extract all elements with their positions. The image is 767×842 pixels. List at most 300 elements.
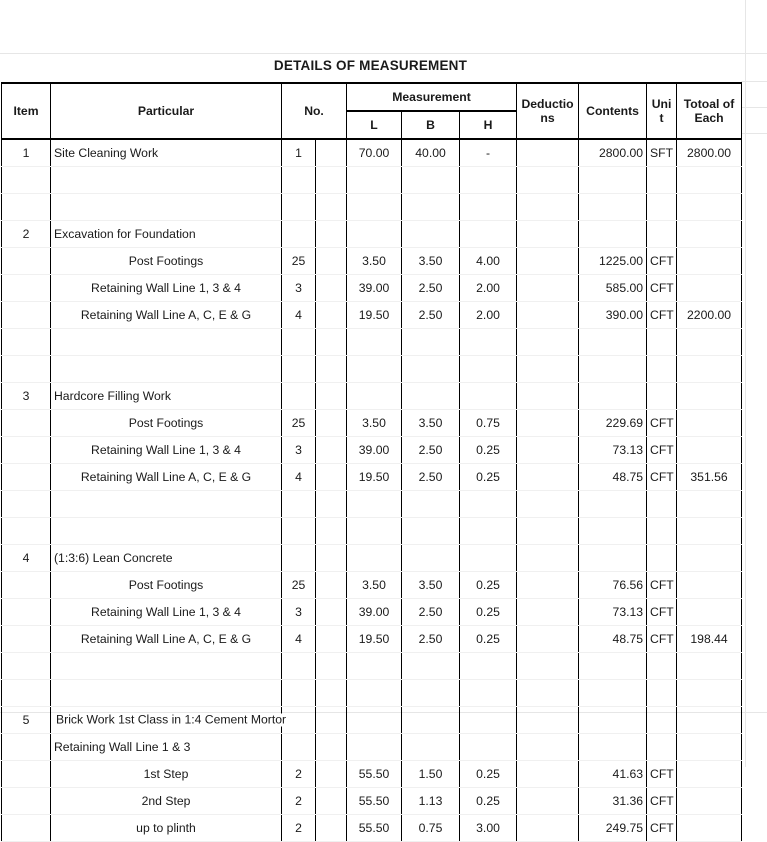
measurement-table [1, 82, 742, 842]
cell-unit [647, 518, 677, 545]
cell-unit [647, 329, 677, 356]
header-row-1 [2, 83, 742, 111]
cell-length: 39.00 [347, 599, 402, 626]
cell-deductions [517, 329, 579, 356]
cell-deductions [517, 464, 579, 491]
total-line-2: Each [694, 111, 724, 125]
cell-total-of-each [677, 545, 742, 572]
cell-contents [579, 734, 647, 761]
column-header-b: B [402, 111, 460, 139]
cell-contents [579, 383, 647, 410]
cell-contents [579, 194, 647, 221]
cell-item [2, 356, 51, 383]
cell-total-of-each [677, 491, 742, 518]
table-row [2, 248, 742, 275]
cell-contents: 48.75 [579, 464, 647, 491]
cell-deductions [517, 761, 579, 788]
cell-particular: Retaining Wall Line 1, 3 & 4 [51, 599, 282, 626]
cell-breadth: 2.50 [402, 599, 460, 626]
cell-particular [51, 491, 282, 518]
cell-length: 3.50 [347, 572, 402, 599]
cell-item: 2 [2, 221, 51, 248]
cell-contents: 249.75 [579, 815, 647, 842]
cell-item [2, 491, 51, 518]
cell-total-of-each [677, 329, 742, 356]
cell-length: 3.50 [347, 248, 402, 275]
cell-breadth: 1.50 [402, 761, 460, 788]
cell-contents [579, 653, 647, 680]
cell-no: 4 [282, 626, 316, 653]
cell-deductions [517, 383, 579, 410]
cell-length [347, 356, 402, 383]
cell-length [347, 329, 402, 356]
cell-total-of-each [677, 248, 742, 275]
cell-item [2, 464, 51, 491]
cell-breadth [402, 653, 460, 680]
cell-unit: CFT [647, 275, 677, 302]
cell-no-spacer [316, 464, 347, 491]
cell-contents: 48.75 [579, 626, 647, 653]
cell-length [347, 518, 402, 545]
cell-height [460, 167, 517, 194]
cell-no: 1 [282, 139, 316, 167]
deductions-line-1: Deductio [521, 97, 574, 111]
table-row [2, 707, 742, 734]
column-header-deductions [517, 83, 579, 139]
cell-breadth: 2.50 [402, 464, 460, 491]
cell-breadth [402, 167, 460, 194]
cell-total-of-each [677, 275, 742, 302]
cell-total-of-each [677, 194, 742, 221]
cell-total-of-each [677, 572, 742, 599]
cell-breadth [402, 383, 460, 410]
cell-unit: CFT [647, 761, 677, 788]
cell-deductions [517, 302, 579, 329]
cell-deductions [517, 680, 579, 707]
cell-contents: 41.63 [579, 761, 647, 788]
cell-height [460, 734, 517, 761]
cell-deductions [517, 248, 579, 275]
unit-line-2: t [659, 111, 664, 125]
cell-deductions [517, 545, 579, 572]
cell-no [282, 491, 316, 518]
table-row [2, 626, 742, 653]
cell-no: 3 [282, 599, 316, 626]
table-row [2, 734, 742, 761]
table-row-blank [2, 356, 742, 383]
table-row-blank [2, 491, 742, 518]
table-row [2, 572, 742, 599]
cell-particular [51, 329, 282, 356]
cell-deductions [517, 221, 579, 248]
table-body [2, 139, 742, 842]
cell-unit [647, 734, 677, 761]
table-row-blank [2, 653, 742, 680]
cell-height [460, 491, 517, 518]
cell-total-of-each: 2800.00 [677, 139, 742, 167]
cell-item [2, 167, 51, 194]
cell-particular [51, 707, 287, 734]
cell-no-spacer [316, 302, 347, 329]
cell-breadth [402, 356, 460, 383]
cell-item [2, 275, 51, 302]
cell-total-of-each [677, 167, 742, 194]
table-row [2, 545, 742, 572]
cell-item [2, 626, 51, 653]
cell-particular: Retaining Wall Line A, C, E & G [51, 302, 282, 329]
cell-total-of-each [677, 437, 742, 464]
cell-deductions [517, 599, 579, 626]
cell-no [282, 167, 316, 194]
column-header-particular: Particular [51, 83, 282, 139]
cell-item: 1 [2, 139, 51, 167]
cell-breadth [402, 545, 460, 572]
cell-deductions [517, 275, 579, 302]
column-header-contents: Contents [579, 83, 647, 139]
cell-deductions [517, 437, 579, 464]
cell-item: 4 [2, 545, 51, 572]
cell-particular: Site Cleaning Work [51, 139, 282, 167]
cell-no-spacer [316, 599, 347, 626]
cell-deductions [517, 356, 579, 383]
cell-item [2, 653, 51, 680]
cell-height [460, 545, 517, 572]
cell-breadth [402, 221, 460, 248]
cell-item [2, 572, 51, 599]
cell-breadth [402, 518, 460, 545]
cell-total-of-each: 2200.00 [677, 302, 742, 329]
cell-breadth: 2.50 [402, 437, 460, 464]
cell-contents: 1225.00 [579, 248, 647, 275]
cell-no-spacer [316, 194, 347, 221]
cell-height [460, 383, 517, 410]
cell-no-spacer [316, 734, 347, 761]
cell-no [282, 194, 316, 221]
table-row [2, 221, 742, 248]
cell-unit: CFT [647, 572, 677, 599]
cell-no-spacer [316, 680, 347, 707]
cell-unit [647, 383, 677, 410]
cell-unit: CFT [647, 302, 677, 329]
cell-breadth [402, 734, 460, 761]
cell-no-spacer [316, 356, 347, 383]
cell-particular: (1:3:6) Lean Concrete [51, 545, 282, 572]
cell-particular: Retaining Wall Line A, C, E & G [51, 626, 282, 653]
cell-breadth [402, 491, 460, 518]
cell-breadth [402, 707, 460, 734]
cell-total-of-each [677, 518, 742, 545]
cell-contents [579, 491, 647, 518]
cell-item [2, 599, 51, 626]
cell-item [2, 329, 51, 356]
cell-length: 19.50 [347, 626, 402, 653]
cell-contents: 390.00 [579, 302, 647, 329]
cell-no: 25 [282, 572, 316, 599]
cell-no: 2 [282, 788, 316, 815]
table-row-blank [2, 194, 742, 221]
table-row [2, 599, 742, 626]
cell-no [282, 518, 316, 545]
cell-height: 2.00 [460, 275, 517, 302]
cell-length [347, 680, 402, 707]
column-header-h: H [460, 111, 517, 139]
cell-no: 3 [282, 437, 316, 464]
cell-item [2, 680, 51, 707]
cell-deductions [517, 815, 579, 842]
cell-no: 2 [282, 761, 316, 788]
cell-contents [579, 545, 647, 572]
cell-no [282, 383, 316, 410]
cell-no [282, 680, 316, 707]
cell-unit: CFT [647, 464, 677, 491]
table-row [2, 383, 742, 410]
cell-breadth: 2.50 [402, 275, 460, 302]
cell-item [2, 734, 51, 761]
cell-item [2, 437, 51, 464]
cell-no [282, 329, 316, 356]
cell-contents: 31.36 [579, 788, 647, 815]
cell-no-spacer [316, 167, 347, 194]
total-line-1: Totoal of [683, 97, 735, 111]
cell-breadth: 3.50 [402, 572, 460, 599]
cell-deductions [517, 410, 579, 437]
deductions-line-2: ns [540, 111, 555, 125]
cell-no-spacer [316, 518, 347, 545]
cell-particular [51, 680, 282, 707]
cell-particular: Excavation for Foundation [51, 221, 282, 248]
column-header-l: L [347, 111, 402, 139]
cell-deductions [517, 707, 579, 734]
cell-height: 0.25 [460, 626, 517, 653]
cell-length: 55.50 [347, 788, 402, 815]
cell-unit [647, 221, 677, 248]
cell-no: 2 [282, 815, 316, 842]
cell-length [347, 707, 402, 734]
cell-unit [647, 707, 677, 734]
cell-unit: CFT [647, 437, 677, 464]
cell-unit: CFT [647, 599, 677, 626]
cell-unit [647, 680, 677, 707]
cell-height [460, 653, 517, 680]
cell-length [347, 383, 402, 410]
cell-height: 3.00 [460, 815, 517, 842]
cell-contents: 73.13 [579, 599, 647, 626]
cell-breadth: 0.75 [402, 815, 460, 842]
cell-breadth [402, 194, 460, 221]
cell-no-spacer [316, 545, 347, 572]
cell-item [2, 788, 51, 815]
cell-no-spacer [316, 761, 347, 788]
cell-total-of-each [677, 653, 742, 680]
cell-no-spacer [316, 707, 347, 734]
cell-particular [51, 518, 282, 545]
cell-particular [51, 356, 282, 383]
cell-deductions [517, 167, 579, 194]
column-header-unit [647, 83, 677, 139]
cell-no: 25 [282, 410, 316, 437]
cell-particular: 1st Step [51, 761, 282, 788]
cell-unit [647, 653, 677, 680]
cell-length: 3.50 [347, 410, 402, 437]
cell-total-of-each [677, 761, 742, 788]
column-header-measurement: Measurement [347, 83, 517, 111]
cell-deductions [517, 734, 579, 761]
table-row [2, 464, 742, 491]
cell-height [460, 356, 517, 383]
cell-unit [647, 194, 677, 221]
cell-length: 55.50 [347, 815, 402, 842]
cell-item [2, 248, 51, 275]
column-header-item: Item [2, 83, 51, 139]
cell-height: 2.00 [460, 302, 517, 329]
cell-particular [51, 167, 282, 194]
cell-deductions [517, 653, 579, 680]
cell-item: 3 [2, 383, 51, 410]
cell-breadth [402, 329, 460, 356]
cell-height [460, 221, 517, 248]
cell-contents [579, 221, 647, 248]
cell-no-spacer [316, 275, 347, 302]
cell-length: 70.00 [347, 139, 402, 167]
cell-item [2, 194, 51, 221]
cell-total-of-each [677, 410, 742, 437]
cell-no: 25 [282, 248, 316, 275]
cell-total-of-each [677, 707, 742, 734]
cell-particular: Hardcore Filling Work [51, 383, 282, 410]
cell-contents: 76.56 [579, 572, 647, 599]
cell-unit: SFT [647, 139, 677, 167]
cell-height [460, 680, 517, 707]
cell-breadth: 2.50 [402, 626, 460, 653]
table-row [2, 788, 742, 815]
table-row [2, 139, 742, 167]
cell-particular: Retaining Wall Line 1, 3 & 4 [51, 275, 282, 302]
cell-unit: CFT [647, 788, 677, 815]
cell-unit: CFT [647, 410, 677, 437]
cell-no-spacer [316, 329, 347, 356]
cell-particular [51, 194, 282, 221]
column-header-no: No. [282, 83, 347, 139]
table-row-blank [2, 167, 742, 194]
cell-no [282, 356, 316, 383]
cell-no-spacer [316, 437, 347, 464]
cell-height [460, 518, 517, 545]
cell-length [347, 194, 402, 221]
cell-contents [579, 167, 647, 194]
cell-particular: 2nd Step [51, 788, 282, 815]
cell-contents [579, 518, 647, 545]
cell-particular: Retaining Wall Line 1, 3 & 4 [51, 437, 282, 464]
cell-no-spacer [316, 383, 347, 410]
cell-no: 4 [282, 464, 316, 491]
cell-particular: up to plinth [51, 815, 282, 842]
table-row [2, 275, 742, 302]
cell-unit: CFT [647, 626, 677, 653]
cell-height: 0.25 [460, 761, 517, 788]
table-row [2, 437, 742, 464]
cell-particular: Retaining Wall Line 1 & 3 [51, 734, 282, 761]
cell-item [2, 302, 51, 329]
cell-no-spacer [316, 815, 347, 842]
cell-no [282, 734, 316, 761]
cell-height: 4.00 [460, 248, 517, 275]
cell-total-of-each [677, 383, 742, 410]
cell-height: 0.25 [460, 788, 517, 815]
cell-particular: Post Footings [51, 572, 282, 599]
cell-no-spacer [316, 248, 347, 275]
cell-deductions [517, 491, 579, 518]
cell-contents: 73.13 [579, 437, 647, 464]
cell-unit [647, 167, 677, 194]
cell-deductions [517, 572, 579, 599]
cell-height [460, 329, 517, 356]
cell-no-spacer [316, 626, 347, 653]
cell-length [347, 653, 402, 680]
cell-length [347, 734, 402, 761]
cell-no [282, 221, 316, 248]
cell-length: 19.50 [347, 464, 402, 491]
cell-total-of-each [677, 788, 742, 815]
cell-breadth [402, 680, 460, 707]
unit-line-1: Uni [651, 97, 672, 111]
table-header [2, 83, 742, 139]
cell-no [282, 653, 316, 680]
cell-total-of-each [677, 734, 742, 761]
cell-no-spacer [316, 653, 347, 680]
cell-breadth: 3.50 [402, 410, 460, 437]
sheet-gridline [745, 0, 746, 767]
table-row-blank [2, 518, 742, 545]
table-row [2, 410, 742, 437]
cell-contents: 229.69 [579, 410, 647, 437]
cell-total-of-each: 351.56 [677, 464, 742, 491]
sheet-gridline [0, 53, 767, 54]
cell-breadth: 1.13 [402, 788, 460, 815]
cell-height: 0.75 [460, 410, 517, 437]
cell-no-spacer [316, 788, 347, 815]
table-row-blank [2, 680, 742, 707]
cell-height: 0.25 [460, 437, 517, 464]
cell-contents: 585.00 [579, 275, 647, 302]
cell-particular [51, 653, 282, 680]
cell-item: 5 [2, 707, 51, 734]
cell-length: 39.00 [347, 275, 402, 302]
cell-no-spacer [316, 221, 347, 248]
cell-particular: Post Footings [51, 410, 282, 437]
cell-contents [579, 329, 647, 356]
cell-length: 55.50 [347, 761, 402, 788]
cell-deductions [517, 518, 579, 545]
table-row-blank [2, 329, 742, 356]
cell-no: 3 [282, 275, 316, 302]
cell-particular: Retaining Wall Line A, C, E & G [51, 464, 282, 491]
cell-unit [647, 491, 677, 518]
cell-length: 19.50 [347, 302, 402, 329]
cell-height: 0.25 [460, 464, 517, 491]
cell-deductions [517, 194, 579, 221]
cell-height: 0.25 [460, 599, 517, 626]
cell-item [2, 815, 51, 842]
table-row [2, 761, 742, 788]
cell-total-of-each [677, 599, 742, 626]
cell-total-of-each [677, 680, 742, 707]
table-row [2, 302, 742, 329]
cell-no [282, 545, 316, 572]
cell-deductions [517, 788, 579, 815]
cell-total-of-each: 198.44 [677, 626, 742, 653]
cell-total-of-each [677, 356, 742, 383]
cell-deductions [517, 139, 579, 167]
